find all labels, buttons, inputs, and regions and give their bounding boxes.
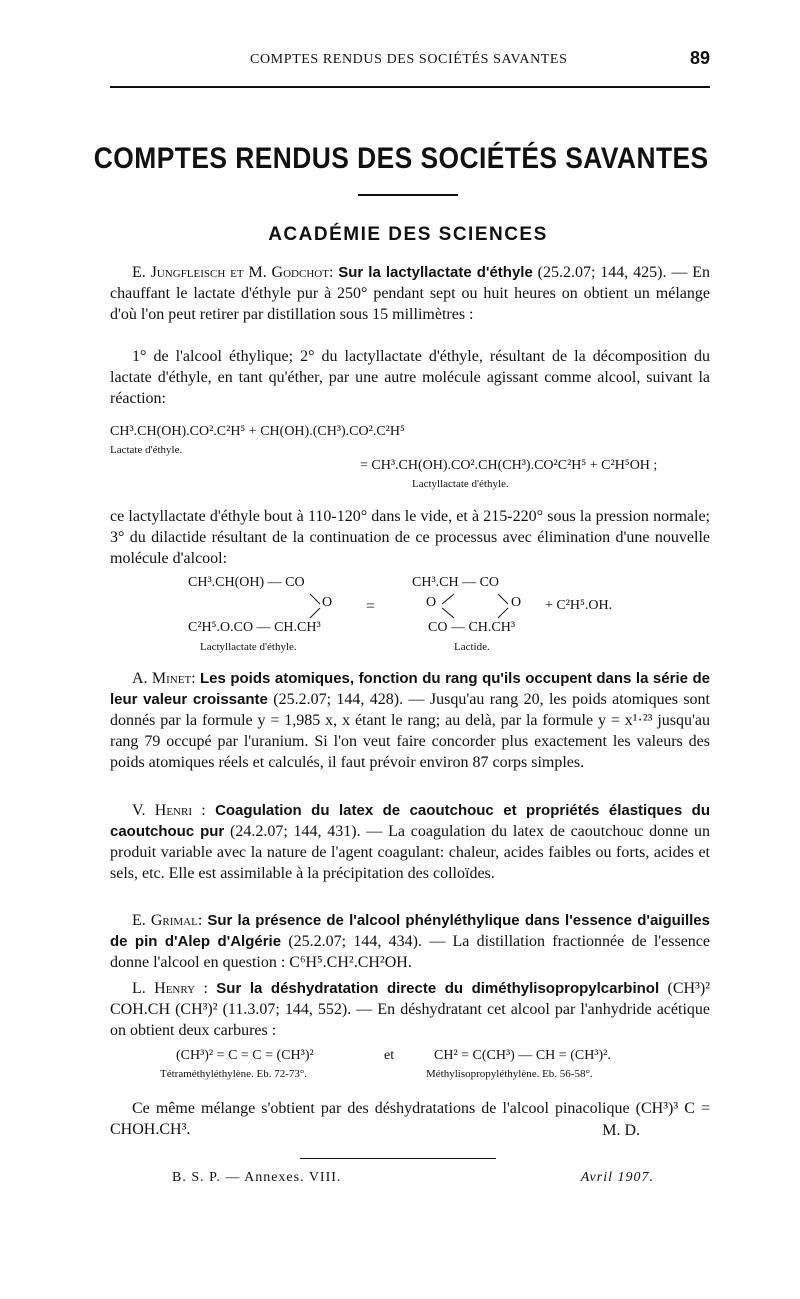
- formula-right-oxygen-left: O: [426, 595, 437, 610]
- formula-left-top: CH³.CH(OH) — CO: [188, 575, 305, 590]
- article-ref: (24.2.07; 144, 431).: [230, 823, 361, 840]
- article-authors: L. Henry: [132, 980, 196, 997]
- footer-right: Avril 1907.: [580, 1170, 654, 1185]
- article-ref: (25.2.07; 144, 425).: [537, 264, 667, 281]
- formula-products: = CH³.CH(OH).CO².CH(CH³).CO²C²H⁵ + C²H⁵OH ;: [360, 458, 658, 473]
- article-ref: (25.2.07; 144, 434).: [288, 933, 422, 950]
- article-body: — En chauffant le lactate d'éthyle pur à 250° pendant sept ou huit heures on obtient un mélange d'où l'on peut retirer par distillation sous 15 millimètres :: [110, 264, 710, 323]
- footer-rule: [300, 1158, 496, 1159]
- caption-left: Lactyllactate d'éthyle.: [200, 641, 297, 653]
- caption-lactate: Lactate d'éthyle.: [110, 444, 183, 456]
- formula-ethanol: + C²H⁵.OH.: [545, 598, 613, 613]
- page-number: 89: [689, 48, 710, 68]
- title-rule: [358, 194, 458, 196]
- article-authors: V. Henri: [132, 802, 193, 819]
- caption-lactyllactate: Lactyllactate d'éthyle.: [412, 478, 509, 490]
- article-title: Coagulation du latex de caoutchouc et propriétés élastiques du caoutchouc pur: [110, 802, 711, 840]
- formula-right-top: CH³.CH — CO: [412, 575, 500, 590]
- article-after-formula: ce lactyllactate d'éthyle bout à 110-120° dans le vide, et à 215-220° sous la pression normale; 3° du dilactide résultant de la continuation de ce processus avec élimination d'une nouvelle molécule d'alcool:: [110, 508, 710, 567]
- section-title: ACADÉMIE DES SCIENCES: [268, 224, 548, 245]
- article-title: Les poids atomiques, fonction du rang qu'ils occupent dans la série de leur valeur croissante: [110, 670, 710, 708]
- running-header: [110, 48, 710, 74]
- article-ref: (25.2.07; 144, 428).: [273, 691, 404, 708]
- article-title: Sur la présence de l'alcool phényléthylique dans l'essence d'aiguilles de pin d'Alep d'Algérie: [110, 912, 710, 950]
- article-body: — En déshydratant cet alcool par l'anhydride acétique on obtient deux carbures :: [110, 1001, 711, 1039]
- caption-tetramethylethylene: Tétraméthyléthylène. Eb. 72-73°.: [160, 1068, 308, 1080]
- article-authors: E. Jungfleisch et M. Godchot: [132, 264, 329, 281]
- article-authors: A. Minet: [132, 670, 192, 687]
- formula-left-bottom: C²H⁵.O.CO — CH.CH³: [188, 620, 321, 635]
- formula-tetramethylethylene: (CH³)² = C = C = (CH³)²: [176, 1048, 314, 1063]
- article-grimal: E. Grimal: Sur la présence de l'alcool phényléthylique dans l'essence d'aiguilles de pin d'Alep d'Algérie (25.2.07; 144, 434). — La distillation fractionnée de l'essence donne l'alcool en question : C⁶H⁵.CH².CH²OH.: [110, 912, 710, 971]
- caption-lactide: Lactide.: [454, 641, 490, 653]
- header-rule: [110, 86, 710, 88]
- formula-right-oxygen-right: O: [511, 595, 522, 610]
- formula-right-bottom: CO — CH.CH³: [428, 620, 516, 635]
- article-minet: A. Minet: Les poids atomiques, fonction du rang qu'ils occupent dans la série de leur valeur croissante (25.2.07; 144, 428). — Jusqu'au rang 20, les poids atomiques sont donnés par la formule y = 1,985 x, x étant le rang; au delà, par la formule y = x¹·²³ jusqu'au rang 79 occupé par l'uranium. Si l'on veut faire concorder plus exactement les valeurs des poids atomiques réels et calculés, il faut prévoir environ 87 corps simples.: [110, 670, 711, 771]
- formula-equals: =: [366, 598, 376, 615]
- bond-lines-right: [432, 590, 522, 622]
- formula-methylisopropylethylene: CH² = C(CH³) — CH = (CH³)².: [434, 1048, 611, 1063]
- article-jungfleisch: E. Jungfleisch et M. Godchot: Sur la lactyllactate d'éthyle (25.2.07; 144, 425). — En chauffant le lactate d'éthyle pur à 250° pendant sept ou huit heures on obtient un mélange d'où l'on peut retirer par distillation sous 15 millimètres :: [110, 264, 710, 323]
- formula-et: et: [384, 1048, 395, 1063]
- article-title: Sur la lactyllactate d'éthyle: [338, 264, 533, 281]
- article-body: — La distillation fractionnée de l'essence donne l'alcool en question : C⁶H⁵.CH².CH²OH.: [110, 933, 710, 971]
- formula-reactants: CH³.CH(OH).CO².C²H⁵ + CH(OH).(CH³).CO².C²H⁵: [110, 424, 405, 439]
- running-title: COMPTES RENDUS DES SOCIÉTÉS SAVANTES: [250, 52, 568, 67]
- main-title: COMPTES RENDUS DES SOCIÉTÉS SAVANTES: [93, 142, 709, 175]
- formula-left-oxygen: O: [322, 595, 333, 610]
- article-title: Sur la déshydratation directe du diméthylisopropylcarbinol: [216, 980, 660, 997]
- article-authors: E. Grimal: [132, 912, 198, 929]
- closing-text: Ce même mélange s'obtient par des déshydratations de l'alcool pinacolique (CH³)³ C = CHOH.CH³.: [110, 1100, 710, 1138]
- signature: M. D.: [602, 1122, 640, 1139]
- article-body-continued: 1° de l'alcool éthylique; 2° du lactyllactate d'éthyle, résultant de la décomposition du lactate d'éthyle, en tant qu'éther, par une autre molécule agissant comme alcool, suivant la réaction:: [110, 348, 710, 407]
- article-body: — Jusqu'au rang 20, les poids atomiques sont donnés par la formule y = 1,985 x, x étant le rang; au delà, par la formule y = x¹·²³ jusqu'au rang 79 occupé par l'uranium. Si l'on veut faire concorder plus exactement les valeurs des poids atomiques réels et calculés, il faut prévoir environ 87 corps simples.: [110, 691, 711, 771]
- caption-methylisopropylethylene: Méthylisopropyléthylène. Eb. 56-58°.: [426, 1068, 593, 1080]
- footer-left: B. S. P. — Annexes. VIII.: [172, 1170, 342, 1185]
- article-body: — La coagulation du latex de caoutchouc donne un produit variable avec la nature de l'agent coagulant: chaleur, acides faibles ou forts, acides et sels, etc. Elle est assimilable à la précipitation des colloïdes.: [110, 823, 711, 882]
- article-henri: V. Henri : Coagulation du latex de caoutchouc et propriétés élastiques du caoutchouc pur (24.2.07; 144, 431). — La coagulation du latex de caoutchouc donne un produit variable avec la nature de l'agent coagulant: chaleur, acides faibles ou forts, acides et sels, etc. Elle est assimilable à la précipitation des colloïdes.: [110, 802, 711, 882]
- article-ref: (CH³)² COH.CH (CH³)² (11.3.07; 144, 552).: [110, 980, 710, 1018]
- article-henry: L. Henry : Sur la déshydratation directe du diméthylisopropylcarbinol (CH³)² COH.CH (CH³)² (11.3.07; 144, 552). — En déshydratant cet alcool par l'anhydride acétique on obtient deux carbures :: [110, 980, 711, 1039]
